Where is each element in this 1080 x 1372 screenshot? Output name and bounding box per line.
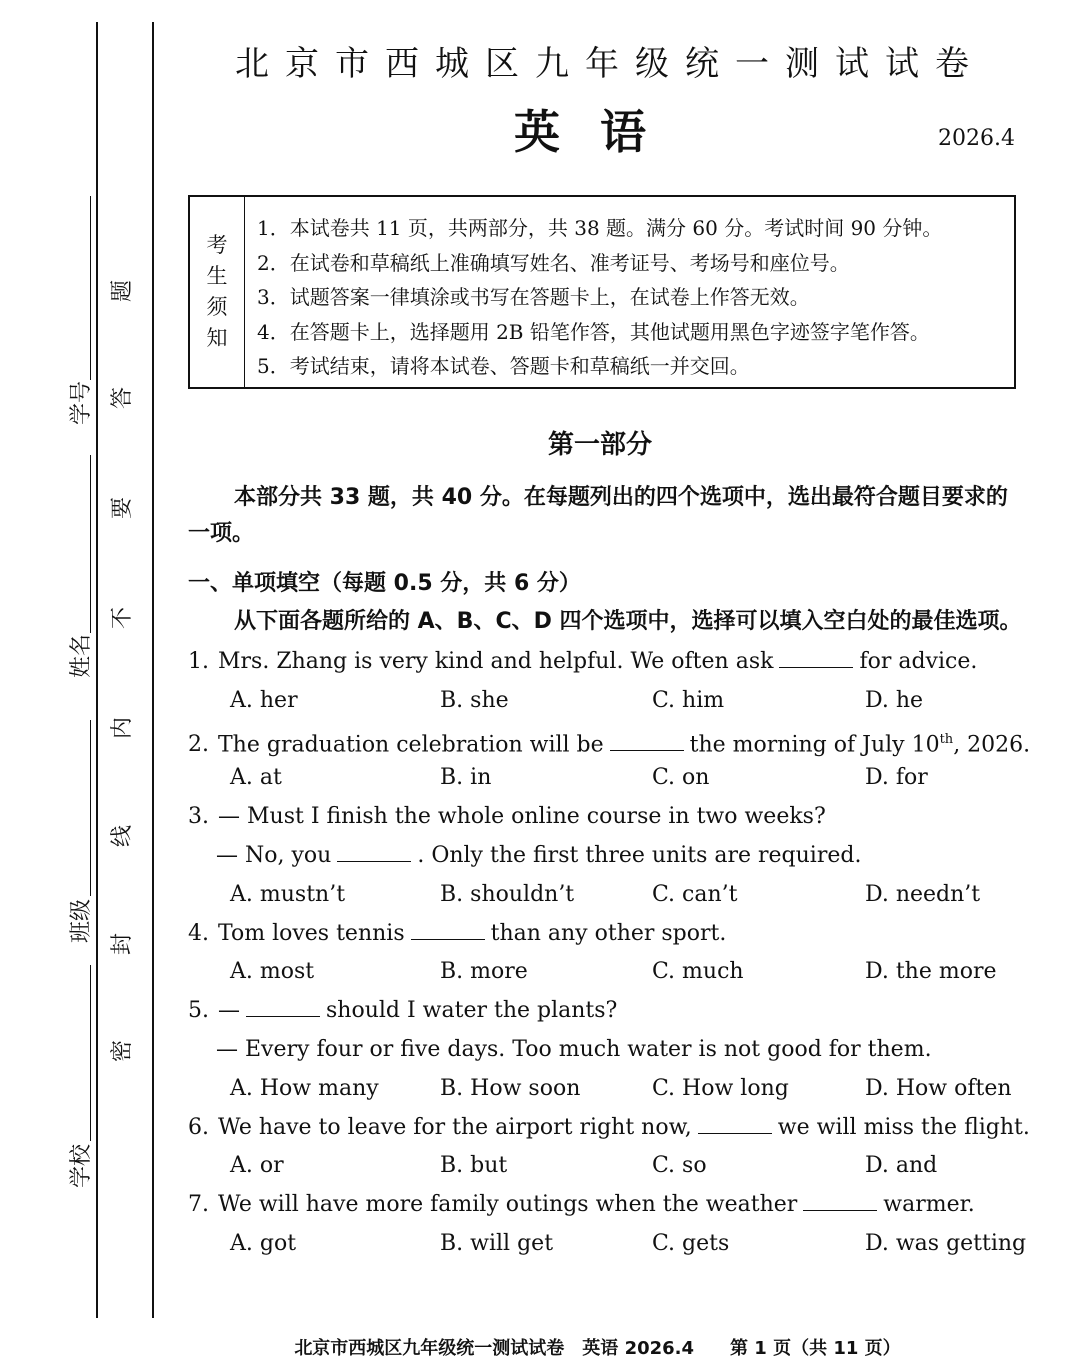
option-a: A. at	[230, 765, 282, 791]
question-text: the morning of July 10	[689, 731, 940, 757]
seal-char: 线	[110, 824, 136, 848]
options-row	[188, 1225, 1027, 1264]
option-c: C. on	[652, 765, 710, 791]
notice-label	[190, 197, 245, 387]
notice-label-char: 生	[206, 264, 228, 288]
notice-rule: 2．在试卷和草稿纸上准确填写姓名、准考证号、考场号和座位号。	[257, 250, 850, 275]
option-d: D. the more	[865, 959, 997, 985]
question-text: — Every four or five days. Too much water is not good for them.	[216, 1036, 932, 1062]
field-line	[90, 196, 91, 380]
ordinal-suffix: th	[939, 731, 954, 747]
notice-rule: 1．本试卷共 11 页，共两部分，共 38 题。满分 60 分。考试时间 90 分钟。	[257, 216, 943, 240]
seal-char: 密	[110, 1039, 136, 1063]
option-d: D. he	[865, 687, 924, 713]
option-d: D. was getting	[865, 1230, 1027, 1256]
question-text: We have to leave for the airport right now,	[218, 1114, 692, 1140]
option-d: D. and	[865, 1153, 938, 1179]
option-d: D. How often	[865, 1075, 1012, 1101]
question-text: . Only the first three units are required.	[417, 842, 862, 868]
subject-title: 英语	[514, 105, 686, 159]
option-c: C. can’t	[652, 881, 738, 907]
answer-blank	[337, 843, 411, 862]
page-footer: 北京市西城区九年级统一测试试卷 英语 2026.4 第 1 页（共 11 页）	[294, 1338, 901, 1359]
question-text: The graduation celebration will be	[218, 731, 604, 757]
question-text: — Must I finish the whole online course in two weeks?	[218, 804, 826, 830]
question-4	[188, 915, 1018, 954]
field-line	[90, 455, 91, 633]
options-row	[188, 682, 1018, 721]
notice-label-char: 知	[206, 326, 228, 350]
option-b: B. in	[440, 765, 492, 791]
notice-rule: 3．试题答案一律填涂或书写在答题卡上，在试卷上作答无效。	[257, 285, 810, 309]
question-5-reply	[188, 1031, 1018, 1070]
question-3-reply	[188, 837, 1018, 876]
options-row	[188, 1147, 1018, 1186]
field-line	[90, 720, 91, 896]
question-text: should I water the plants?	[326, 998, 618, 1024]
question-number: 3.	[188, 804, 209, 830]
class-label: 班级	[69, 898, 94, 943]
question-list	[188, 643, 1031, 1264]
question-text: than any other sport.	[490, 920, 727, 946]
question-text: We will have more family outings when the weather	[218, 1192, 798, 1218]
question-number: 5.	[188, 998, 209, 1024]
seal-char: 封	[110, 932, 136, 956]
option-a: A. mustn’t	[230, 881, 346, 907]
answer-blank	[246, 998, 320, 1017]
option-c: C. much	[652, 959, 744, 985]
option-a: A. most	[230, 959, 315, 985]
question-text: warmer.	[883, 1192, 975, 1218]
question-text: — No, you	[216, 842, 332, 868]
option-a: A. got	[230, 1230, 297, 1256]
option-b: B. she	[440, 687, 509, 713]
seal-char: 要	[110, 496, 136, 520]
question-text: Tom loves tennis	[218, 920, 405, 946]
question-number: 7.	[188, 1192, 209, 1218]
name-label: 姓名	[69, 633, 94, 678]
option-c: C. so	[652, 1153, 707, 1179]
question-3	[188, 798, 1018, 837]
option-b: B. will get	[440, 1230, 554, 1256]
exam-title: 北京市西城区九年级统一测试试卷	[235, 44, 985, 84]
notice-rules	[245, 197, 942, 387]
options-row	[188, 953, 1018, 992]
exam-date: 2026.4	[938, 126, 1015, 151]
answer-blank	[698, 1115, 772, 1134]
notice-rule: 5．考试结束，请将本试卷、答题卡和草稿纸一并交回。	[257, 354, 750, 378]
seal-char: 内	[110, 716, 136, 740]
answer-blank	[610, 732, 684, 751]
option-a: A. her	[230, 687, 298, 713]
question-text: , 2026.	[953, 731, 1031, 757]
answer-blank	[411, 921, 485, 940]
notice-label-char: 须	[206, 295, 228, 319]
section-instructions: 从下面各题所给的 A、B、C、D 四个选项中，选择可以填入空白处的最佳选项。	[234, 609, 1022, 634]
question-5	[188, 992, 1018, 1031]
student-id-label: 学号	[69, 380, 94, 425]
binding-line-outer	[96, 22, 98, 1318]
part-one-intro: 本部分共 33 题，共 40 分。在每题列出的四个选项中，选出最符合题目要求的一项。	[188, 485, 1008, 546]
question-number: 2.	[188, 731, 209, 757]
option-d: D. needn’t	[865, 881, 981, 907]
section-heading: 一、单项填空（每题 0.5 分，共 6 分）	[188, 571, 581, 596]
question-number: 6.	[188, 1114, 209, 1140]
options-row	[188, 1070, 1018, 1109]
option-b: B. but	[440, 1153, 508, 1179]
options-row	[188, 759, 1018, 798]
part-one-title: 第一部分	[547, 430, 652, 460]
answer-blank	[803, 1192, 877, 1211]
question-6	[188, 1109, 1030, 1148]
question-1	[188, 643, 1018, 682]
candidate-notice-box	[188, 195, 1016, 389]
question-number: 1.	[188, 649, 209, 674]
option-b: B. How soon	[440, 1075, 581, 1101]
option-d: D. for	[865, 765, 928, 791]
option-c: C. gets	[652, 1230, 730, 1256]
notice-label-char: 考	[206, 233, 228, 257]
question-number: 4.	[188, 920, 209, 946]
binding-line-inner	[152, 22, 154, 1318]
question-7	[188, 1186, 1018, 1225]
option-b: B. shouldn’t	[440, 881, 575, 907]
seal-char: 不	[110, 606, 136, 630]
school-label: 学校	[69, 1143, 94, 1188]
question-text: —	[218, 998, 240, 1024]
answer-blank	[779, 649, 853, 668]
notice-rule: 4．在答题卡上，选择题用 2B 铅笔作答，其他试题用黑色字迹签字笔作答。	[257, 319, 930, 344]
option-a: A. How many	[230, 1075, 379, 1101]
seal-char: 题	[110, 279, 136, 303]
option-b: B. more	[440, 959, 528, 985]
question-text: we will miss the flight.	[777, 1114, 1030, 1140]
question-2	[188, 721, 1031, 760]
question-text: for advice.	[859, 649, 978, 674]
option-c: C. him	[652, 687, 725, 713]
option-c: C. How long	[652, 1075, 789, 1101]
options-row	[188, 876, 1018, 915]
seal-char: 答	[110, 386, 136, 410]
option-a: A. or	[230, 1153, 284, 1179]
field-line	[90, 965, 91, 1141]
question-text: Mrs. Zhang is very kind and helpful. We often ask	[218, 649, 774, 674]
